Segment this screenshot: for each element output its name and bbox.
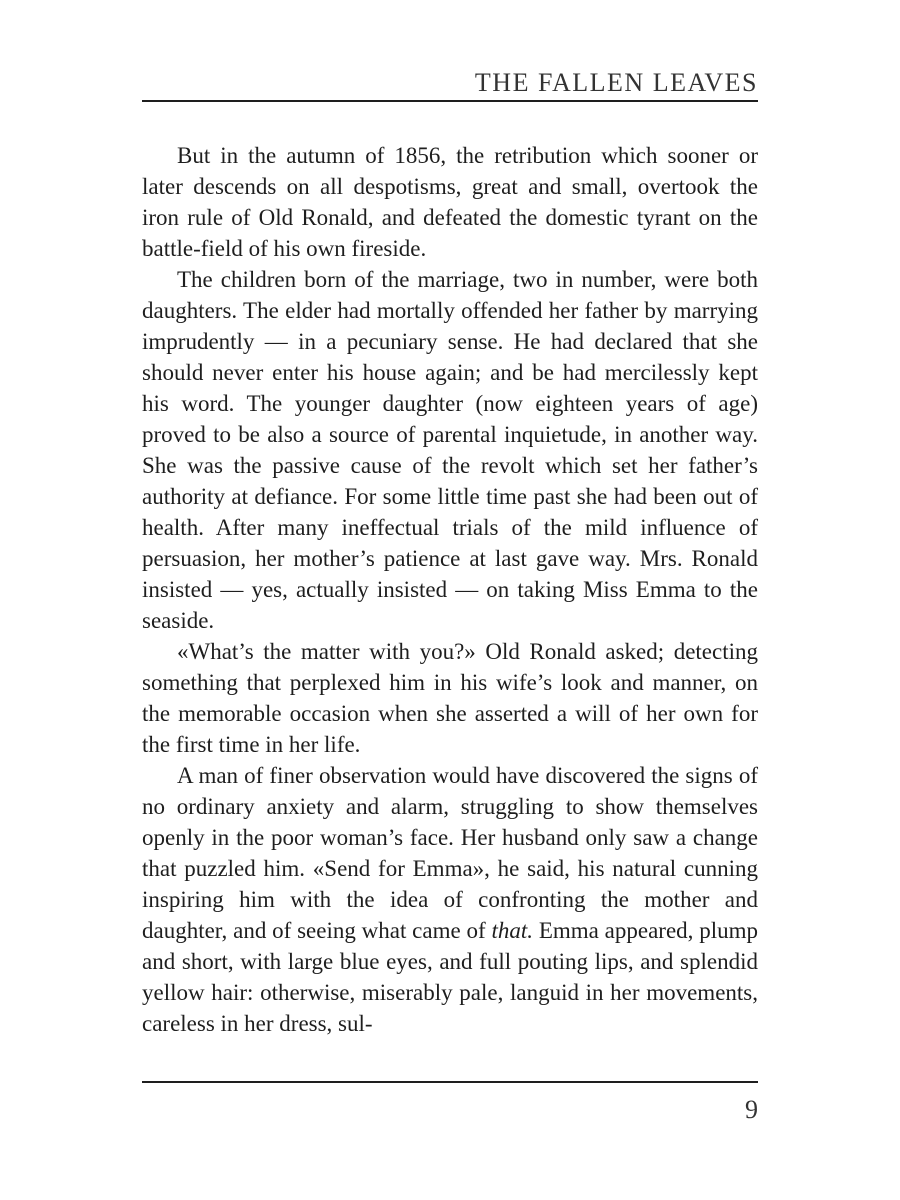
running-header-title: THE FALLEN LEAVES [474, 68, 758, 97]
paragraph-3: «What’s the matter with you?» Old Ronald asked; detecting something that perplexed him in his wife’s look and manner, on the memorable occasion when she asserted a will of her own for the first time in her life. [142, 639, 758, 757]
page-number: 9 [745, 1095, 758, 1124]
header-rule [142, 100, 758, 102]
body-text [142, 140, 758, 1039]
paragraph-4-italic: that. [491, 918, 534, 943]
paragraph-4-part-1: A man of finer observation would have discovered the signs of no ordinary anxiety and alarm, struggling to show themselves openly in the poor woman’s face. Her husband only saw a change that puzzled him. «Send for Emma», he said, his natural cunning inspiring him with the idea of confronting the mother and daughter, and of seeing what came of [142, 763, 758, 943]
paragraph-4 [142, 760, 758, 1039]
paragraph-4-part-2: Emma appeared, plump and short, with large blue eyes, and full pouting lips, and splendid yellow hair: otherwise, miserably pale, languid in her movements, careless in her dress, sul- [142, 918, 759, 1036]
footer-rule [142, 1081, 758, 1083]
paragraph-2: The children born of the marriage, two in number, were both daughters. The elder had mortally offended her father by marrying imprudently — in a pecuniary sense. He had declared that she should never enter his house again; and be had mercilessly kept his word. The younger daughter (now eighteen years of age) proved to be also a source of parental inquietude, in another way. She was the passive cause of the revolt which set her father’s authority at defiance. For some little time past she had been out of health. After many ineffectual trials of the mild influence of persuasion, her mother’s patience at last gave way. Mrs. Ronald insisted — yes, actually insisted — on taking Miss Emma to the seaside. [142, 267, 758, 633]
paragraph-1: But in the autumn of 1856, the retribution which sooner or later descends on all despotisms, great and small, overtook the iron rule of Old Ronald, and defeated the domestic tyrant on the battle-field of his own fireside. [142, 143, 758, 261]
